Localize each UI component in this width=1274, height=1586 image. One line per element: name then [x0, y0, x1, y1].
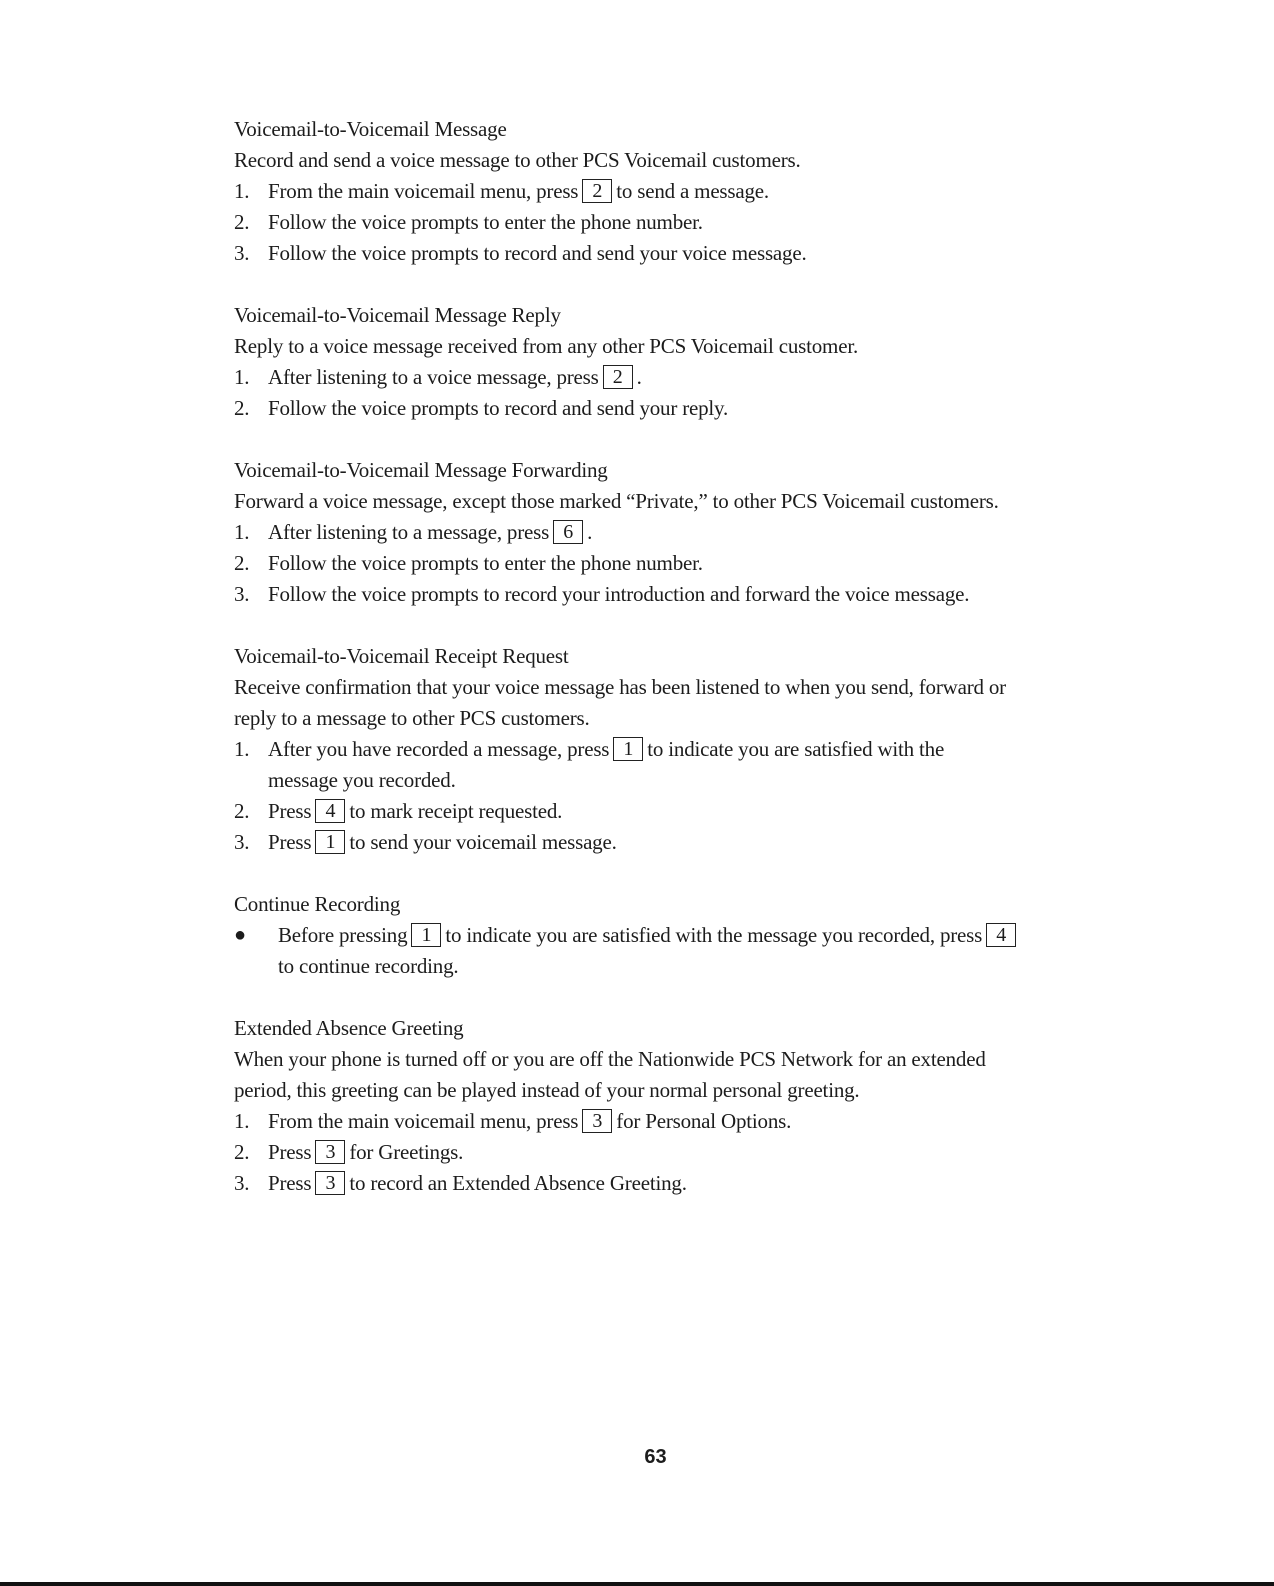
- step-item: [234, 1137, 1094, 1168]
- step-number: 2.: [234, 551, 250, 575]
- section-continue-recording: [234, 889, 1094, 982]
- step-text-after: for Greetings.: [349, 1140, 464, 1164]
- step-item: [234, 1106, 1094, 1137]
- step-text: [268, 1168, 1094, 1199]
- step-text: [268, 362, 1094, 393]
- step-item: [234, 362, 1094, 393]
- section-title: Continue Recording: [234, 892, 401, 916]
- scan-border: [0, 1582, 1274, 1586]
- section-receipt-request: [234, 641, 1094, 858]
- step-item: [234, 238, 1094, 269]
- step-text-after: .: [636, 365, 642, 389]
- step-number: 1.: [234, 737, 250, 761]
- section-intro: Record and send a voice message to other PCS Voicemail customers.: [234, 148, 801, 172]
- section-title: Voicemail-to-Voicemail Message: [234, 117, 507, 141]
- key-4-icon: 4: [315, 799, 345, 823]
- step-text-before: Press: [268, 830, 312, 854]
- step-number: 3.: [234, 241, 250, 265]
- step-number: 2.: [234, 210, 250, 234]
- section-voicemail-message: [234, 114, 1094, 269]
- section-intro-line: Receive confirmation that your voice message has been listened to when you send, forward or: [234, 675, 1006, 699]
- step-text-before: After listening to a message, press: [268, 520, 550, 544]
- page-number: 63: [644, 1446, 667, 1468]
- section-intro-line: period, this greeting can be played instead of your normal personal greeting.: [234, 1078, 860, 1102]
- step-text-after: for Personal Options.: [616, 1109, 792, 1133]
- key-1-icon: 1: [613, 737, 643, 761]
- step-text-after: to send your voicemail message.: [349, 830, 617, 854]
- step-text: [268, 176, 1094, 207]
- step-item: [234, 734, 1094, 796]
- section-message-reply: [234, 300, 1094, 424]
- step-text: [268, 517, 1094, 548]
- key-3-icon: 3: [315, 1140, 345, 1164]
- bullet-item: [234, 920, 1094, 982]
- page-content: [234, 114, 1094, 1230]
- section-intro-line: When your phone is turned off or you are off the Nationwide PCS Network for an extended: [234, 1047, 986, 1071]
- step-text-before: From the main voicemail menu, press: [268, 1109, 579, 1133]
- bullet-text: [278, 920, 1094, 982]
- step-text-before: Press: [268, 1171, 312, 1195]
- section-intro-line: reply to a message to other PCS customers.: [234, 706, 590, 730]
- step-text: Follow the voice prompts to record and send your reply.: [268, 396, 729, 420]
- key-2-icon: 2: [582, 179, 612, 203]
- step-number: 3.: [234, 582, 250, 606]
- step-item: [234, 393, 1094, 424]
- key-2-icon: 2: [603, 365, 633, 389]
- step-number: 1.: [234, 365, 250, 389]
- step-number: 1.: [234, 1109, 250, 1133]
- step-number: 2.: [234, 799, 250, 823]
- key-4-icon: 4: [986, 923, 1016, 947]
- step-number: 1.: [234, 179, 250, 203]
- section-extended-absence-greeting: [234, 1013, 1094, 1199]
- step-text-before: After you have recorded a message, press: [268, 737, 610, 761]
- step-text: [268, 734, 1094, 796]
- section-title: Extended Absence Greeting: [234, 1016, 464, 1040]
- section-message-forwarding: [234, 455, 1094, 610]
- step-text: [268, 1106, 1094, 1137]
- step-text-before: After listening to a voice message, press: [268, 365, 599, 389]
- step-number: 1.: [234, 520, 250, 544]
- bullet-text-before: Before pressing: [278, 923, 408, 947]
- step-item: [234, 827, 1094, 858]
- section-title: Voicemail-to-Voicemail Message Forwarding: [234, 458, 608, 482]
- step-item: [234, 796, 1094, 827]
- step-item: [234, 207, 1094, 238]
- step-text: Follow the voice prompts to record and send your voice message.: [268, 241, 807, 265]
- key-1-icon: 1: [315, 830, 345, 854]
- step-item: [234, 579, 1094, 610]
- step-text-after: to send a message.: [616, 179, 769, 203]
- step-number: 2.: [234, 1140, 250, 1164]
- step-text-before: Press: [268, 799, 312, 823]
- section-intro: Forward a voice message, except those marked “Private,” to other PCS Voicemail customers.: [234, 489, 999, 513]
- section-intro: Reply to a voice message received from any other PCS Voicemail customer.: [234, 334, 858, 358]
- step-item: [234, 176, 1094, 207]
- step-number: 3.: [234, 1171, 250, 1195]
- step-item: [234, 548, 1094, 579]
- step-text-after: to indicate you are satisfied with the: [647, 737, 945, 761]
- section-title: Voicemail-to-Voicemail Message Reply: [234, 303, 561, 327]
- step-number: 2.: [234, 396, 250, 420]
- key-1-icon: 1: [411, 923, 441, 947]
- step-text-after: .: [587, 520, 593, 544]
- section-title: Voicemail-to-Voicemail Receipt Request: [234, 644, 569, 668]
- bullet-icon: ●: [234, 924, 246, 946]
- key-6-icon: 6: [553, 520, 583, 544]
- key-3-icon: 3: [315, 1171, 345, 1195]
- bullet-text-middle: to indicate you are satisfied with the message you recorded, press: [445, 923, 983, 947]
- step-text-after: to record an Extended Absence Greeting.: [349, 1171, 687, 1195]
- step-text: Follow the voice prompts to record your introduction and forward the voice message.: [268, 582, 970, 606]
- step-item: [234, 1168, 1094, 1199]
- step-text-before: From the main voicemail menu, press: [268, 179, 579, 203]
- step-text: [268, 1137, 1094, 1168]
- step-text-after: to mark receipt requested.: [349, 799, 563, 823]
- step-text-before: Press: [268, 1140, 312, 1164]
- step-item: [234, 517, 1094, 548]
- step-text: Follow the voice prompts to enter the phone number.: [268, 551, 703, 575]
- key-3-icon: 3: [582, 1109, 612, 1133]
- step-text: [268, 827, 1094, 858]
- step-text-continuation: message you recorded.: [268, 768, 456, 792]
- bullet-text-continuation: to continue recording.: [278, 954, 459, 978]
- step-text: [268, 796, 1094, 827]
- step-text: Follow the voice prompts to enter the phone number.: [268, 210, 703, 234]
- step-number: 3.: [234, 830, 250, 854]
